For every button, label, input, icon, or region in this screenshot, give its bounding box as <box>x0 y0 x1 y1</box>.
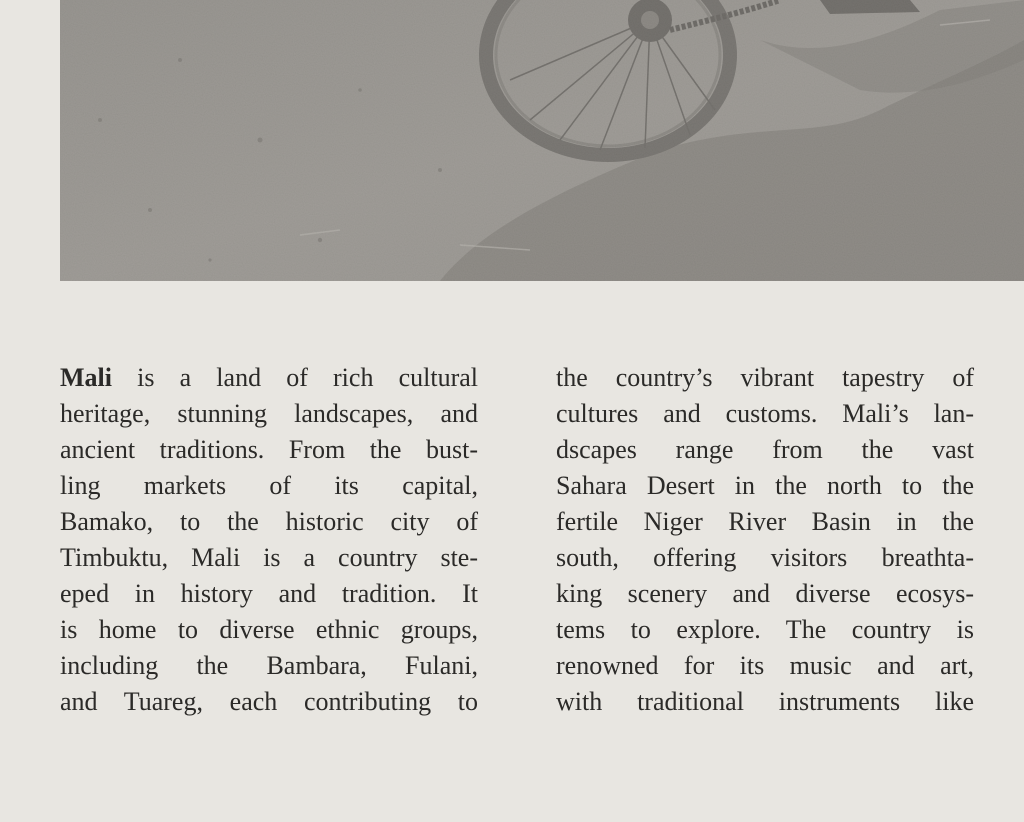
text-line: is home to diverse ethnic groups, <box>60 615 478 644</box>
text-line: ling markets of its capital, <box>60 471 478 500</box>
text-line: south, offering visitors breathta- <box>556 543 974 572</box>
article-right-column <box>556 360 974 720</box>
text-line: Bamako, to the historic city of <box>60 507 478 536</box>
article-left-column <box>60 360 478 720</box>
text-line: king scenery and diverse ecosys- <box>556 579 974 608</box>
text-line-segment: is a land of rich cultural <box>112 363 478 392</box>
text-line: ancient traditions. From the bust- <box>60 435 478 464</box>
text-line: fertile Niger River Basin in the <box>556 507 974 536</box>
text-line: with traditional instruments like <box>556 687 974 716</box>
text-line: renowned for its music and art, <box>556 651 974 680</box>
text-line: tems to explore. The country is <box>556 615 974 644</box>
bicycle-photo <box>60 0 1024 281</box>
text-line: cultures and customs. Mali’s lan- <box>556 399 974 428</box>
lead-word: Mali <box>60 363 112 392</box>
text-line <box>60 360 478 396</box>
text-line: eped in history and tradition. It <box>60 579 478 608</box>
text-line: Timbuktu, Mali is a country ste- <box>60 543 478 572</box>
bicycle-wheel-image <box>60 0 1024 281</box>
text-line: the country’s vibrant tapestry of <box>556 363 974 392</box>
text-line: and Tuareg, each contributing to <box>60 687 478 716</box>
text-line: Sahara Desert in the north to the <box>556 471 974 500</box>
text-line: including the Bambara, Fulani, <box>60 651 478 680</box>
text-line: heritage, stunning landscapes, and <box>60 399 478 428</box>
text-line: dscapes range from the vast <box>556 435 974 464</box>
